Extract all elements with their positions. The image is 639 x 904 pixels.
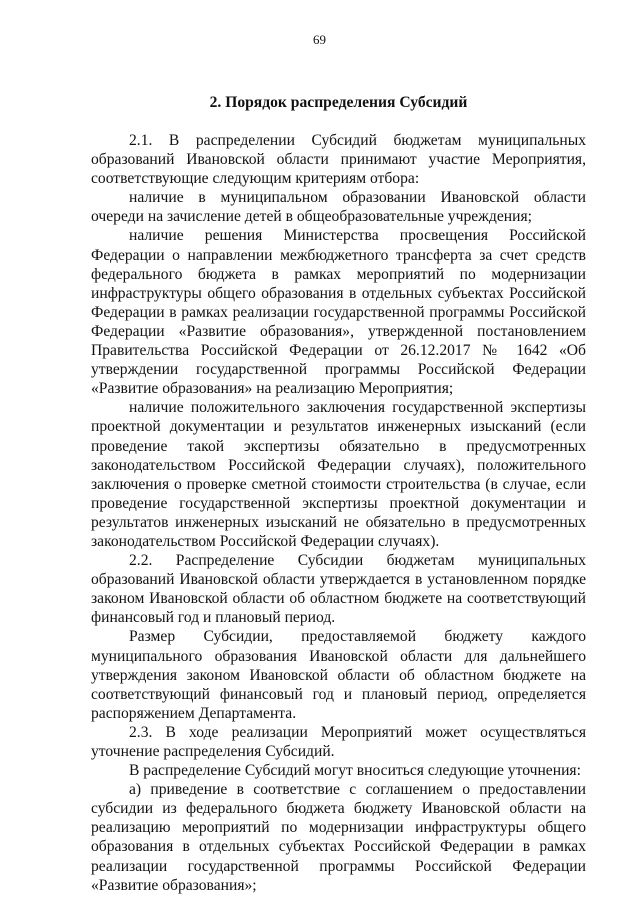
paragraph-subsidy-size: Размер Субсидии, предоставляемой бюджету каждого муниципального образования Ивановской области для дальнейшего утверждения законом Ивановской области об областном бюджете на соответствующий финансовый год и плановый период, определяется распоряжением Департамента. [91, 628, 586, 722]
page-content [91, 93, 586, 895]
section-heading: 2. Порядок распределения Субсидий [209, 94, 468, 111]
paragraph-clarifications-intro: В распределение Субсидий могут вноситься следующие уточнения: [129, 762, 581, 780]
page-number: 69 [313, 32, 326, 47]
paragraph-criterion-queue: наличие в муниципальном образовании Ивановской области очереди на зачисление детей в общеобразовательные учреждения; [91, 189, 586, 226]
paragraph-2-1: 2.1. В распределении Субсидий бюджетам муниципальных образований Ивановской области принимают участие Мероприятия, соответствующие следующим критериям отбора: [91, 132, 586, 188]
paragraph-2-2: 2.2. Распределение Субсидии бюджетам муниципальных образований Ивановской области утверждается в установленном порядке законом Ивановской области об областном бюджете на соответствующий финансовый год и плановый период. [91, 552, 586, 627]
paragraph-clarification-a: а) приведение в соответствие с соглашением о предоставлении субсидии из федерального бюджета бюджету Ивановской области на реализацию мероприятий по модернизации инфраструктуры общего образования в отдельных субъектах Российской Федерации в рамках реализации государственной программы Российской Федерации «Развитие образования»; [91, 781, 586, 894]
paragraph-criterion-expertise: наличие положительного заключения государственной экспертизы проектной документации и результатов инженерных изысканий (если проведение такой экспертизы обязательно в предусмотренных законодательством Российской Федерации случаях), положительного заключения о проверке сметной стоимости строительства (в случае, если проведение государственной экспертизы проектной документации и результатов инженерных изысканий не обязательно в предусмотренных законодательством Российской Федерации случаях). [91, 399, 586, 550]
paragraph-2-3: 2.3. В ходе реализации Мероприятий может осуществляться уточнение распределения Субсидий. [91, 723, 586, 760]
paragraph-criterion-ministry-decision: наличие решения Министерства просвещения Российской Федерации о направлении межбюджетного трансферта за счет средств федерального бюджета в рамках мероприятий по модернизации инфраструктуры общего образования в отдельных субъектах Российской Федерации в рамках реализации государственной программы Российской Федерации «Развитие образования», утвержденной постановлением Правительства Российской Федерации от 26.12.2017 № 1642 «Об утверждении государственной программы Российской Федерации «Развитие образования» на реализацию Мероприятия; [91, 227, 586, 398]
